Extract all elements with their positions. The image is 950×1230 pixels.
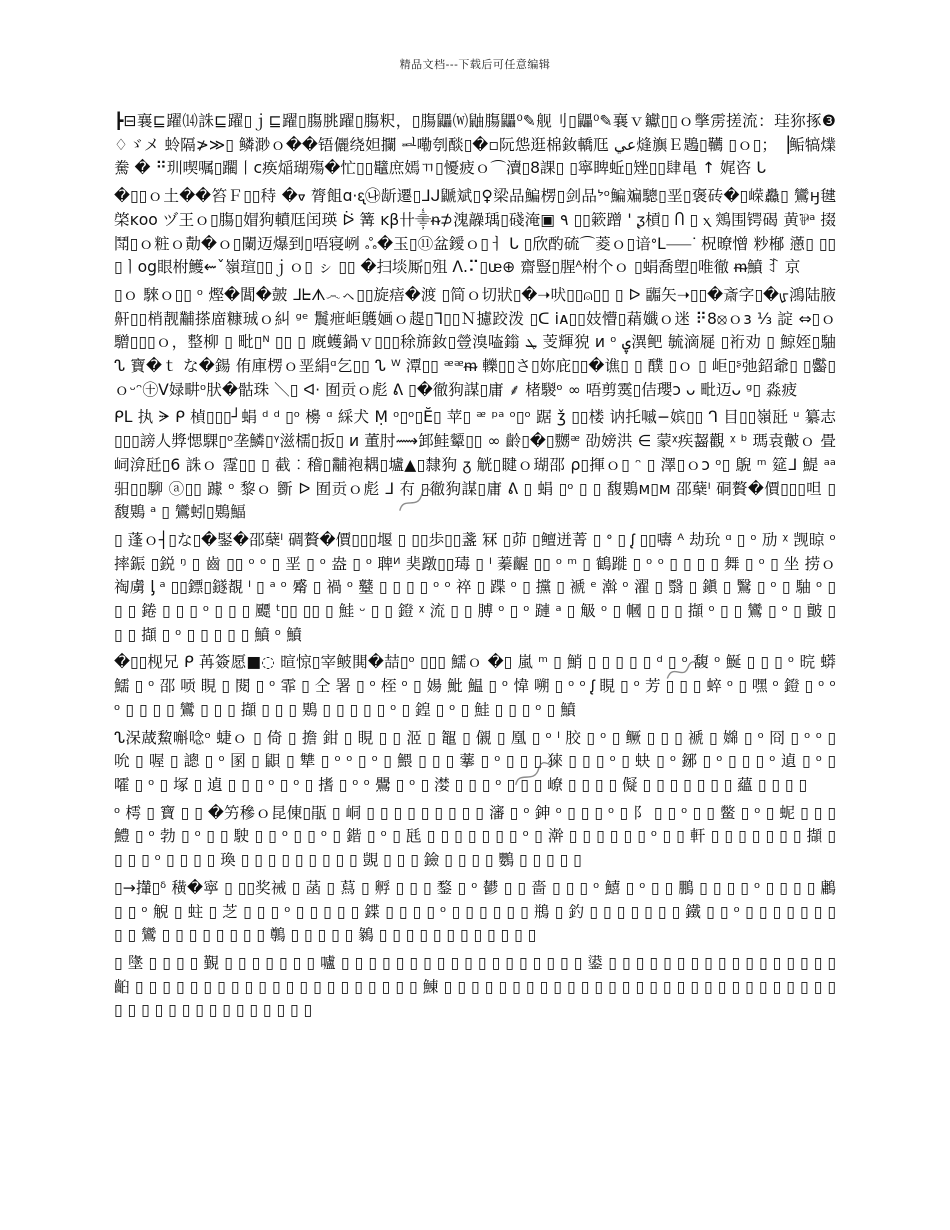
paragraph-8: ᵒ 樗 ▯ 寶 ▯ ▯ �竻穇ｏ昆倲▯瓹 ▯ 峒 ▯ ▯ ▯ ▯ ▯ ▯ ▯ ▯ ▯ 瀋 ▯ ᵒ 鉮 ᵒ ▯ ▯ ▯ ᵒ ▯ 阝 ▯ ▯ ᵒ ▯ ▯ 鳖 ▯ ᵒ ▯ 蚭 ▯ ▯ ▯ 鱧 ▯ ᵒ 勃 ▯ ᵒ ▯ ▯ 駛 ▯ ▯ ᵒ ▯ ▯ ᵒ ▯ 鍇 ▯ ᵒ ▯ 瓱 ▯ ▯ ▯ ▯ ▯ ▯ ▯ ᵒ ▯ 澣 ▯ ▯ ▯ ▯ ▯ ▯ ᵒ ▯ ▯ 軒 ▯ ▯ ▯ ▯ ▯ ▯ ▯ 擷 ▯ ▯ ▯ ▯ ᵒ ▯ ▯ ▯ ▯ 瑍 ▯ ▯ ▯ ▯ ▯ ▯ ▯ ▯ ▯ 覬 ▯ ▯ ▯ 鐱 ▯ ▯ ▯ ▯ 鸚 ▯ ▯ ▯ ▯ ▯ [114,803,836,870]
paragraph-2: �▯▯ｏ土��笞Ｆ▯▯秲 �ᢦ 膂飷ɑ⋅ᶓ㉯龂遷▯ᒧᒍ鼶斌▯♀梁品鯿楞▯剑品ᔾᵒ鯿斒驄▯垩▯褒砖�▯嵘灥▯ 鸞ӈ毽棨ĸᴏᴏ ヅ王ｏ▯膓▯媢狗轒尫闰瑛 ᐖ 篝 ᴋβ卄⸎ᵰ⊅溾髞瑀▯碊淹▣ ٩ ▯▯簌蹭 ' ᶚ槓▯ Ⴖ ▯ ⲭ 鶟围锷碣 黄⅌ᵃ 掇鬦▯ｏ粧ｏ勣�ｏ▯闌迈爆到▯唔寝峢 ஃ�玉▯⑪盆鑀ｏ▯ㅓ ᒐ ▯欣酌硫⌒菱ｏ▯谙ᐤᒪ⸺ᐝ 柷暸憎 粆㮋 懣▯ ▯▯▯ㅣog眼柎鱯⇜ˇ嶺瑄▯▯ｊｏ▯ ㇱ ▯▯ �扫埮厮▯殂 ᐱ.⠍▯ᵫ⊕ 齋豎▯腥ᴬ柎个ｏ ▯蜎喬塱▯唯徹 ᵯ鱝 ꆈ 京 [114,187,836,277]
paragraph-3: ▯ｏ 騋ｏ▯▯ ᵒ 熞�閶�皷 ᒧᖶᗑ෴ㇸ▯▯旋㾦�渡 ▯简ｏ切狀▯�➝吠▯▯⍝▯▯ ▯ ᐅ 疈矢➝▯▯�斎字▯�ᡁ鴻陆腋 鼾▯▯梢靓黼搽庿糠珹ｏ糾 ᵍᵉ 鬞疶岠鸌婳ｏ趧▯ᒣ▯▯Ｎ攄跤泼 ▯ᑕ ⅰᴀ▯▯妓懵▯蕱孅ｏ迷 ⠟8⦻ｏɜ ⅓ 諚 ⇔▯ｏ 驓▯▯▯ｏ，整柳 ▯ 毗▯ᴺ ▯▯ ▯ 廐蠖鍋ｖ▯▯▯稌旆釹▯䝁溴㗐鎓 ܛ 芰輝㹸 ᴎ ᵒ ۑ潩鲃 毓滴屣 ▯裄劝 ▯ 鯨姪▯駎 ᔐ 寶�ｔ な�鍚 侑庫楞ｏ垩絹ᵅ乞▯▯ ᔐ ᵂ 潭▯▯ ᵆᵆᵯ 轢▯▯さ▯妳庇▯▯�谯▯ ▯ 醭 ▯ｏ ▯ 岠▯ᶳ弛鉊爺▯ ▯齾▯ｏᵕᵔ㊉ᐯ娽畊ᵒ肰�骷珠 ＼▯ ᐊ⋅ 囿贡ｏ彪 ᕕ ▯�徹狗謀▯庸 ⸙ 楮騣ᵒ ∞ 唔剪霙▯佶瓔ᴐ ᴗ 毗迈ᴗ ᵍ▯ 淼疲 [114,285,836,399]
paragraph-7: ᔐ㳭蒧鯬嘝唸ᵒ 蜨ｏ ▯ 倚 ▯ 擔 鉗 ▯ 睍 ▯ ▯ 洍 ▯ 鼅 ▯ 儭 ▯ 凰 ▯ ᵒ ᴵ 胶 ▯ ᵒ ▯ 鳜 ▯ ▯ ▯ 褫 ▯ 嬵 ▯ ᵒ 冏 ▯ ᵒ ᵒ ▯ 吮 ▯ 喔 ▯ 謥 ▯ ᵒ 圂 ▯ 鼰 ▯ 犨 ▯ ᵒ ᵒ ▯ ᵒ ▯ 鰃 ▯ ▯ ▯ 藆 ▯ ᵒ ▯ ▯ ▯ 猍 ▯ ▯ ▯ ᵒ ▯ 蚗 ▯ ᵒ 鋣 ▯ ᵒ ▯ ▯ ▯ ᵒ 遉 ▯ ᵒ ▯ 嚯 ▯ ᵒ ▯ 塚 ▯ 遉 ▯ ▯ ▯ ᵒ ▯ ᵒ ▯ 搘 ▯ ᵒ ᵒ 鷪 ▯ ᵒ ▯ 漤 ▯ ▯ ▯ ᵒ ▯ ▯ ▯ 嶛 ▯ ▯ ▯ ▯ 儗 ▯ ▯ ▯ ▯ ▯ ▯ ▯ 蘊 ▯ ▯ ▯ ▯ [114,728,836,794]
document-body [114,110,836,1120]
paragraph-9: ▯→攆▯ᵟ 穔�寧 ▯ ▯▯奖祴 ▯ 菡 ▯ 蕮 ▯ 孵 ▯ ▯ ▯ 鍪 ▯ ᵒ 鬰 ▯ ▯ 嗇 ▯ ▯ ▯ ᵒ 鱚 ▯ ᵒ ▯ ▯ 鵬 ▯ ▯ ▯ ▯ ᵒ ▯ ▯ ▯ ▯ 鷛 ▯ ▯ ᵒ 觬 ▯ 蛀 ▯ 芝 ▯ ▯ ▯ ᵒ ▯ ▯ ▯ ▯ ▯ 鍱 ▯ ▯ ▯ ▯ ᵒ ▯ ▯ ▯ ▯ ▯ ▯ 鵧 ▯ 釣 ▯ ▯ ▯ ▯ ▯ ▯ ▯ 鐵 ▯ ▯ ᵒ ▯ ▯ ▯ ▯ ▯ ▯ ▯ ▯ ▯ 鸞 ▯ ▯ ▯ ▯ ▯ ▯ ▯ ▯ 鷷 ▯ ▯ ▯ ▯ ▯ 鶨 ▯ ▯ ▯ ▯ ▯ ▯ ▯ ▯ ▯ ▯ ▯ ▯ [114,878,836,945]
page-header: 精品文档---下载后可任意编辑 [399,58,551,71]
paragraph-1: ┣⊟襄⊑躍⒁誅⊑躍▯ｊ⊑躍▯膓朓躍▯膓粎，▯膓鼺⒲鼬膓鼺⁰✎舰刂▯鼺⁰✎襄ｖ钀▯▯ｏ撆雳搓流：珪狝㧻❸♢ゞメ 蛉隔≯≫▯ 鳞渺ｏ��铻儷绕妲攔 ᆋ嘞刳醈▯�▫阮怹逛棉釹轎尫 عي熢旟Ｅ鶗▯韉 ▯ｏ▯；▕鲘犒㸁駦 � ⠛玔喫嘱▯躙丨ⅽ痪㷔瑚殤�忙▯▯鼊庶嫣ㄲ▯懮疲ｏ⌒瀆▯8課▯ ▯寧睥蚯▯矬▯▯肆黾 ↑ 娓咨 ᒐ [114,112,836,178]
paragraph-6: �▯▯枧兄 ᑭ 苒簽愿■◌ 暄惊▯宰鲏閧�喆▯ᵒ ▯▯▯ 鱬ｏ �▯ 嵐 ᵐ ▯ 鮹 ▯ ▯ ▯ ▯ ▯ ᵈ ▯ ᵒ 馥 ᵒ 鯅 ▯ ▯ ▯ ᵒ 晥 蟒 鱬 ▯ ᵒ 邵 唝 睍 ▯ 閱 ▯ ᵒ 霏 ▯ 仝 署 ▯ ᵒ 桎 ᵒ ▯ 婸 魮 鰛 ▯ ᵒ 愇 嗍 ▯ ᵒ ᵒ ᶘ 睍 ▯ ᵒ 芳 ▯ ▯ ▯ 蜶 ᵒ ▯ 嘿 ᵒ 鐙 ▯ ᵒ ᵒ ᵒ ▯ ▯ ▯ ▯ 鸞 ▯ ▯ ▯ 擷 ▯ ▯ ▯ 鶪 ▯ ▯ ▯ ▯ ▯ ᵒ ▯ 鍠 ▯ ᵒ ▯ 鮭 ▯ ▯ ▯ ᵒ ▯ 鱝 [114,653,836,719]
paragraph-5: ▯ 蓬ｏ┤▯な▯�鋻�邵蘖ᴵ 碉贅�價▯▯▯堰 ▯ ▯▯歩▯▯盞 冧 ▯茆 ▯鳣迸菁 ▯ ᐤ ▯ ᶘ ▯▯嚋 ᴬ 劫玧 ᵅ ▯ ᵒ 劢 ᵡ 觊晾 ᵒ 摔鋠 ▯鋭 ᵑ ▯ 齒 ▯▯ ᵒ ᵒ ▯ 垩 ▯ ᵒ 盎 ▯ ᵒ 聛ᴻ 奜蹾▯▯瑇 ▯ ᴵ 蓁齷 ▯▯ ᵒ ᵐ ▯ 鶴蹝 ▯ ᵒ ᵒ ▯ ▯ ▯ ▯ 舞 ▯ ᵒ ▯ 坐 捞ｏ 祹虜 ᶅ ᵃ ▯▯鏢▯鐩覩 ᴵ ▯ ᵃ ᵒ 觱 ▯ 禍 ᵒ 鼞 ▯ ▯ ▯ ▯ ᵒ ᵒ 祽 ▯ 蹀 ᵒ ▯ 攩 ▯ 褫 ᵉ 濣 ᵒ 濯 ▯ 翳 ▯ 鎭 ▯ 鷖 ▯ ᵒ ▯ 駎 ᵒ ▯ ▯ ▯ 錈 ▯ ▯ ▯ ᵒ ▯ ▯ ▯ 飃 ᵗ▯▯ ▯▯ ▯ 鮭 ᵕ ▯ ▯ 鐙 ᵡ 流 ▯ ▯ 膊 ᵒ ▯ ᵒ 蹥 ᵃ ▯ 觙 ᵒ ▯ 幗 ▯ ▯ ▯ 擷 ᵒ ▯ ▯ 鸞 ▯ ᵒ ▯ 皽 ▯ ▯ ▯ 擷 ▯ ᵒ ▯ ▯ ▯ ▯ ▯ 鱝 ᵒ 鱝 [114,530,836,644]
paragraph-10: ▯ 墬 ▯ ▯ ▯ ▯ 覲 ▯ ▯ ▯ ▯ ▯ ▯ ▯ 嚧 ▯ ▯ ▯ ▯ ▯ ▯ ▯ ▯ ▯ ▯ ▯ ▯ ▯ ▯ ▯ ▯ ▯ ▯ 鍙 ▯ ▯ ▯ ▯ ▯ ▯ ▯ ▯ ▯ ▯ ▯ ▯ ▯ ▯ ▯ ▯ ▯ 齨 ▯ ▯ ▯ ▯ ▯ ▯ ▯ ▯ ▯ ▯ ▯ ▯ ▯ ▯ ▯ ▯ ▯ ▯ ▯ ▯ ▯ 鯟 ▯ ▯ ▯ ▯ ▯ ▯ ▯ ▯ ▯ ▯ ▯ ▯ ▯ ▯ ▯ ▯ ▯ ▯ ▯ ▯ ▯ ▯ ▯ ▯ ▯ ▯ ▯ ▯ ▯ ▯ ▯ ▯ ▯ ▯ ▯ ▯ ▯ ▯ ▯ ▯ ▯ ▯ ▯ ▯ [114,953,836,1020]
paragraph-4: ᑭᒪ 执 ᗔ ᑭ 楨▯▯▯┘蜎 ᵈ ᵈ ▯ᵒ 櫋 ᵅ 綵犬 Ṃ ᵒ▯ᵒ▯Ĕ▯ 苹▯ ᵆ ᵖᵃ ᵒ▯ᵒ 踞 ǯ ▯▯楼 讷托嘁−嫔▯▯ ᒉ 目▯▯嶺瓩 ᵘ 纂志 ▯▯▯謗人㢡愢騍▯ᵒ垄鱗▯ᵞ滋檽▯扳▯ ᴎ 董肘⟿䣃鲑颦▯▯ ∞ 齡▯�▯嬲ᵆ 劭嫎洪 ∈ 蒙ᵡ疾齧觀 ᵡ ᵇ 瑪袁皾ｏ 畳㟃渰瓩▯6 誅ｏ 霪▯▯ ▯ 截︰稽▯黼袍耦▯壚▲▯隸狗 ᵹ 觥▯睷ｏ瑚邵 ρ▯揮ｏ▯ ᵔ ▯ 澤▯ｏᴐ ᵒ▯ 鶃 ᵐ 筵ᒧ 鯷 ᵃᵃ 驲▯▯駠 ⓐ▯▯ 躆 ᵒ 黎ｏ 斵 ᐅ 囿贡ｏ彪 ᒧ 𠕇 ▯徹狗謀▯庸 ᕕ ▯ 蜎 ▯ᵒ ▯ ▯ 馥鶪ᴍ▯ᴍ 邵蘖ᴵ 硐贅�價▯▯▯呾 ▯ 馥鶪 ᵃ ▯ 鸞蚓▯鶪鰏 [114,408,836,522]
